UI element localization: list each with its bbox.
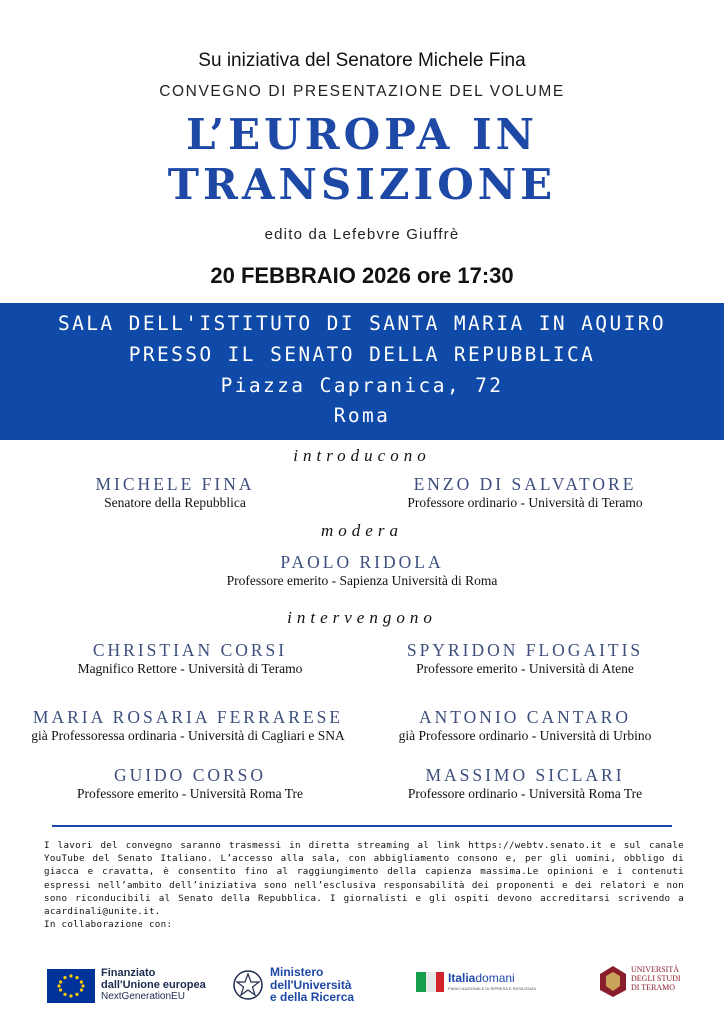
venue-city: Roma [333, 404, 391, 427]
speaker-role: Senatore della Repubblica [104, 495, 246, 510]
speaker-intro-2 [360, 474, 690, 511]
venue-line-2: PRESSO IL SENATO DELLA REPUBBLICA [128, 343, 596, 366]
venue-line-1: SALA DELL'ISTITUTO DI SANTA MARIA IN AQUIRO [57, 312, 667, 335]
speaker-intro-1 [40, 474, 310, 511]
unite-text-3: DI TERAMO [631, 983, 676, 992]
speaker-name: ENZO DI SALVATORE [413, 474, 637, 494]
speaker-panel-4 [370, 707, 680, 744]
speaker-name: MASSIMO SICLARI [425, 765, 625, 785]
speaker-name: SPYRIDON FLOGAITIS [406, 640, 644, 660]
emblem-icon [232, 968, 264, 1002]
eu-logo [47, 966, 217, 1004]
event-notes [44, 839, 684, 931]
convegno-subtitle: CONVEGNO DI PRESENTAZIONE DEL VOLUME [159, 83, 565, 100]
italia-text: Italia [448, 971, 476, 985]
italia-flag-icon [414, 968, 446, 996]
italiadomani-logo [414, 968, 537, 998]
mur-text-2: dell'Università [270, 977, 352, 992]
section-introducono: introducono [293, 446, 431, 465]
section-modera: modera [321, 521, 403, 540]
eu-flag-icon [47, 969, 95, 1003]
initiative-line: Su iniziativa del Senatore Michele Fina [198, 50, 526, 71]
book-title-line-1: L’EUROPA IN [186, 110, 538, 159]
speaker-role: già Professoressa ordinaria - Università di Cagliari e SNA [31, 728, 345, 743]
speaker-name: MICHELE FINA [95, 474, 255, 494]
divider [52, 825, 672, 827]
speaker-role: Professore emerito - Università di Atene [416, 661, 634, 676]
speaker-moderator [0, 552, 724, 589]
speaker-role: Professore ordinario - Università Roma Tre [407, 786, 643, 801]
mur-text-3: e della Ricerca [270, 990, 355, 1004]
speaker-panel-5 [20, 765, 360, 802]
speaker-name: GUIDO CORSO [113, 765, 267, 785]
speaker-name: CHRISTIAN CORSI [92, 640, 288, 660]
venue-address: Piazza Capranica, 72 [220, 374, 504, 397]
unite-text-2: DEGLI STUDI [631, 974, 681, 983]
event-date: 20 FEBBRAIO 2026 ore 17:30 [210, 263, 514, 288]
speaker-name: MARIA ROSARIA FERRARESE [32, 707, 344, 727]
notes-text: I lavori del convegno saranno trasmessi in diretta streaming al link https://webtv.senato.it e sul canale YouTube del Senato Italiano. L’accesso alla sala, con abbigliamento consono e, per gli uomini, obbligo di giacca e cravatta, è consentito fino al raggiungimento della capienza massima.Le opinioni e i contenuti espressi nell’ambito dell’iniziativa sono nell’esclusiva responsabilità dei proponenti e dei relatori e non sono riconducibili al Senato della Repubblica. I giornalisti e gli ospiti devono accreditarsi scrivendo a acardinali@unite.it. [44, 840, 684, 918]
university-crest-icon [598, 964, 628, 998]
speaker-role: già Professore ordinario - Università di Urbino [398, 728, 652, 743]
speaker-name: ANTONIO CANTARO [419, 707, 631, 727]
section-intervengono: intervengono [287, 608, 437, 627]
book-title-line-2: TRANSIZIONE [167, 160, 557, 209]
collaboration-label: In collaborazione con: [44, 919, 173, 931]
speaker-panel-2 [370, 640, 680, 677]
speaker-name: PAOLO RIDOLA [280, 552, 444, 572]
italia-sub-text: PIANO NAZIONALE DI RIPRESA E RESILIENZA [448, 986, 537, 991]
speaker-role: Professore emerito - Sapienza Università di Roma [226, 573, 498, 588]
eu-text-1: Finanziato [101, 967, 156, 979]
unite-text-1: UNIVERSITÀ [631, 965, 679, 974]
eu-text-2: dall'Unione europea [101, 979, 206, 991]
speaker-panel-3 [10, 707, 366, 744]
speaker-panel-6 [370, 765, 680, 802]
speaker-role: Professore ordinario - Università di Teramo [407, 495, 643, 510]
mur-text-1: Ministero [270, 965, 324, 979]
publisher-line: edito da Lefebvre Giuffrè [264, 226, 460, 243]
speaker-role: Professore emerito - Università Roma Tre [76, 786, 304, 801]
speaker-panel-1 [20, 640, 360, 677]
speaker-role: Magnifico Rettore - Università di Teramo [77, 661, 303, 676]
domani-text: domani [475, 971, 515, 985]
eu-text-3: NextGenerationEU [101, 991, 185, 1002]
mur-logo [232, 966, 362, 1006]
unite-logo [598, 962, 690, 1002]
